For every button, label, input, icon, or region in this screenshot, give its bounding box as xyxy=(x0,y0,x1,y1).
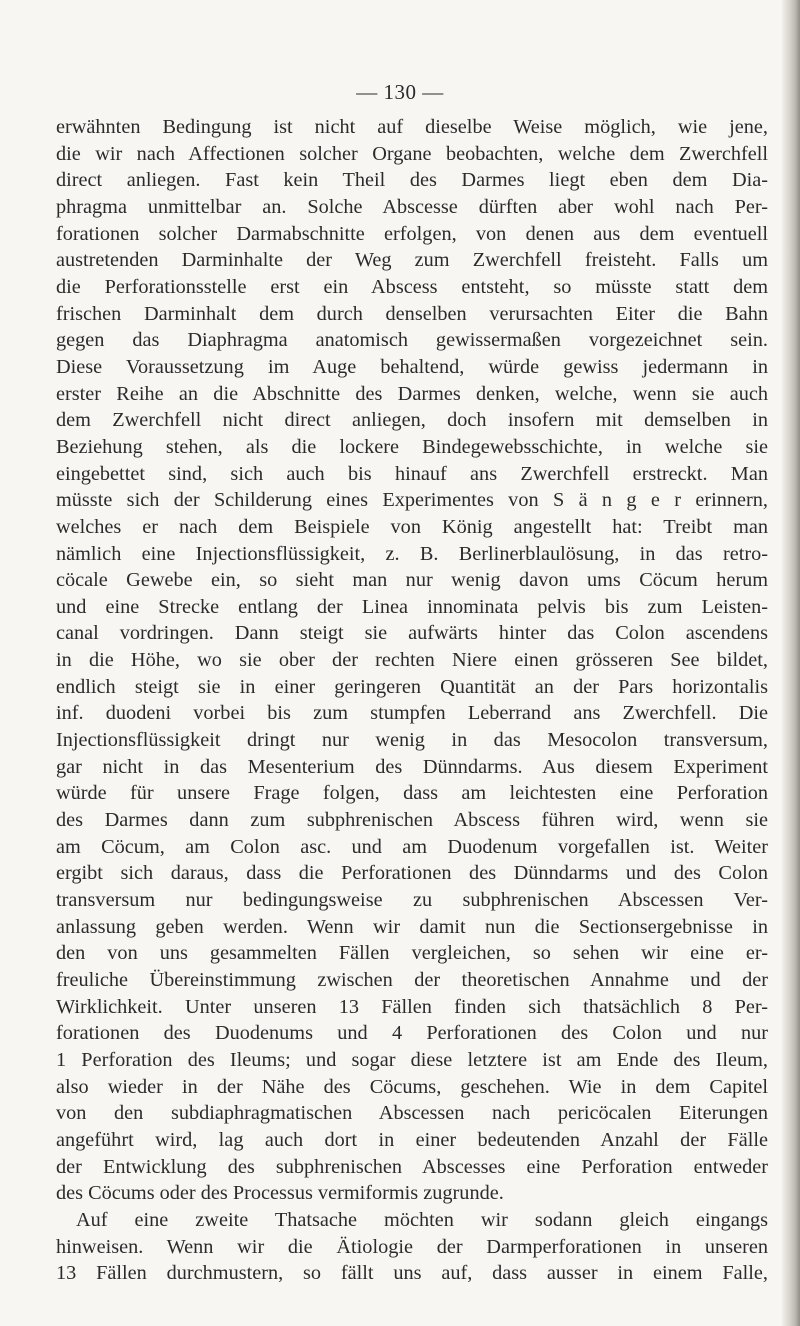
text-line: die wir nach Affectionen solcher Organe beobachten, welche dem Zwerchfell xyxy=(56,142,768,165)
text-line: dem Zwerchfell nicht direct anliegen, doch insofern mit demselben in xyxy=(56,409,768,432)
text-line: welches er nach dem Beispiele von König angestellt hat: Treibt man xyxy=(56,515,768,538)
text-line: Beziehung stehen, als die lockere Bindegewebsschichte, in welche sie xyxy=(56,435,768,458)
text-line: nämlich eine Injectionsflüssigkeit, z. B. Berlinerblaulösung, in das retro- xyxy=(56,542,768,565)
text-line: 1 Perforation des Ileums; und sogar diese letztere ist am Ende des Ileum, xyxy=(56,1048,768,1071)
body-text xyxy=(56,114,768,1287)
text-line: gegen das Diaphragma anatomisch gewissermaßen vorgezeichnet sein. xyxy=(56,329,768,352)
text-line: des Cöcums oder des Processus vermiformis zugrunde. xyxy=(56,1182,504,1205)
text-line: frischen Darminhalt dem durch denselben verursachten Eiter die Bahn xyxy=(56,302,768,325)
page-number: — 130 — xyxy=(356,80,444,104)
text-line: cöcale Gewebe ein, so sieht man nur wenig davon ums Cöcum herum xyxy=(56,569,768,592)
text-line: eingebettet sind, sich auch bis hinauf ans Zwerchfell erstreckt. Man xyxy=(56,462,768,485)
text-line: angeführt wird, lag auch dort in einer bedeutenden Anzahl der Fälle xyxy=(56,1128,768,1151)
text-line: forationen des Duodenums und 4 Perforationen des Colon und nur xyxy=(56,1022,768,1045)
text-line: freuliche Übereinstimmung zwischen der theoretischen Annahme und der xyxy=(56,969,768,991)
text-line: und eine Strecke entlang der Linea innominata pelvis bis zum Leisten- xyxy=(56,595,768,618)
text-line: canal vordringen. Dann steigt sie aufwärts hinter das Colon ascendens xyxy=(56,622,768,645)
text-line: des Darmes dann zum subphrenischen Abscess führen wird, wenn sie xyxy=(56,809,768,832)
text-line: hinweisen. Wenn wir die Ätiologie der Darmperforationen in unseren xyxy=(56,1235,768,1258)
text-line: direct anliegen. Fast kein Theil des Darmes liegt eben dem Dia- xyxy=(56,169,768,192)
text-line: gar nicht in das Mesenterium des Dünndarms. Aus diesem Experiment xyxy=(56,755,768,778)
text-line: die Perforationsstelle erst ein Abscess entsteht, so müsste statt dem xyxy=(56,275,768,298)
text-line: transversum nur bedingungsweise zu subphrenischen Abscessen Ver- xyxy=(56,889,768,912)
text-line: den von uns gesammelten Fällen vergleichen, so sehen wir eine er- xyxy=(56,942,768,965)
text-line: von den subdiaphragmatischen Abscessen nach pericöcalen Eiterungen xyxy=(56,1102,768,1125)
text-line: würde für unsere Frage folgen, dass am leichtesten eine Perforation xyxy=(56,782,768,805)
text-line: phragma unmittelbar an. Solche Abscesse dürften aber wohl nach Per- xyxy=(56,195,768,218)
text-line: inf. duodeni vorbei bis zum stumpfen Leberrand ans Zwerchfell. Die xyxy=(56,702,768,725)
text-line: forationen solcher Darmabschnitte erfolgen, von denen aus dem eventuell xyxy=(56,222,768,245)
text-line: der Entwicklung des subphrenischen Abscesses eine Perforation entweder xyxy=(56,1155,768,1178)
page-edge-shadow xyxy=(782,0,800,1326)
text-line: austretenden Darminhalte der Weg zum Zwerchfell freisteht. Falls um xyxy=(56,249,768,272)
text-line: erwähnten Bedingung ist nicht auf dieselbe Weise möglich, wie jene, xyxy=(56,116,768,138)
text-line: Wirklichkeit. Unter unseren 13 Fällen finden sich thatsächlich 8 Per- xyxy=(56,995,768,1018)
text-line: also wieder in der Nähe des Cöcums, geschehen. Wie in dem Capitel xyxy=(56,1075,768,1098)
text-line: in die Höhe, wo sie ober der rechten Niere einen grösseren See bildet, xyxy=(56,649,768,672)
text-line: am Cöcum, am Colon asc. und am Duodenum vorgefallen ist. Weiter xyxy=(56,835,768,858)
text-line: anlassung geben werden. Wenn wir damit nun die Sectionsergebnisse in xyxy=(56,915,768,938)
text-line: müsste sich der Schilderung eines Experimentes von S ä n g e r erinnern, xyxy=(56,489,768,512)
text-line: ergibt sich daraus, dass die Perforationen des Dünndarms und des Colon xyxy=(56,862,768,885)
text-line: 13 Fällen durchmustern, so fällt uns auf, dass ausser in einem Falle, xyxy=(56,1262,768,1285)
text-line: erster Reihe an die Abschnitte des Darmes denken, welche, wenn sie auch xyxy=(56,382,768,405)
text-line: Auf eine zweite Thatsache möchten wir sodann gleich eingangs xyxy=(76,1208,768,1231)
text-line: Injectionsflüssigkeit dringt nur wenig in das Mesocolon transversum, xyxy=(56,729,768,752)
text-line: endlich steigt sie in einer geringeren Quantität an der Pars horizontalis xyxy=(56,675,768,698)
text-line: Diese Voraussetzung im Auge behaltend, würde gewiss jedermann in xyxy=(56,355,768,378)
